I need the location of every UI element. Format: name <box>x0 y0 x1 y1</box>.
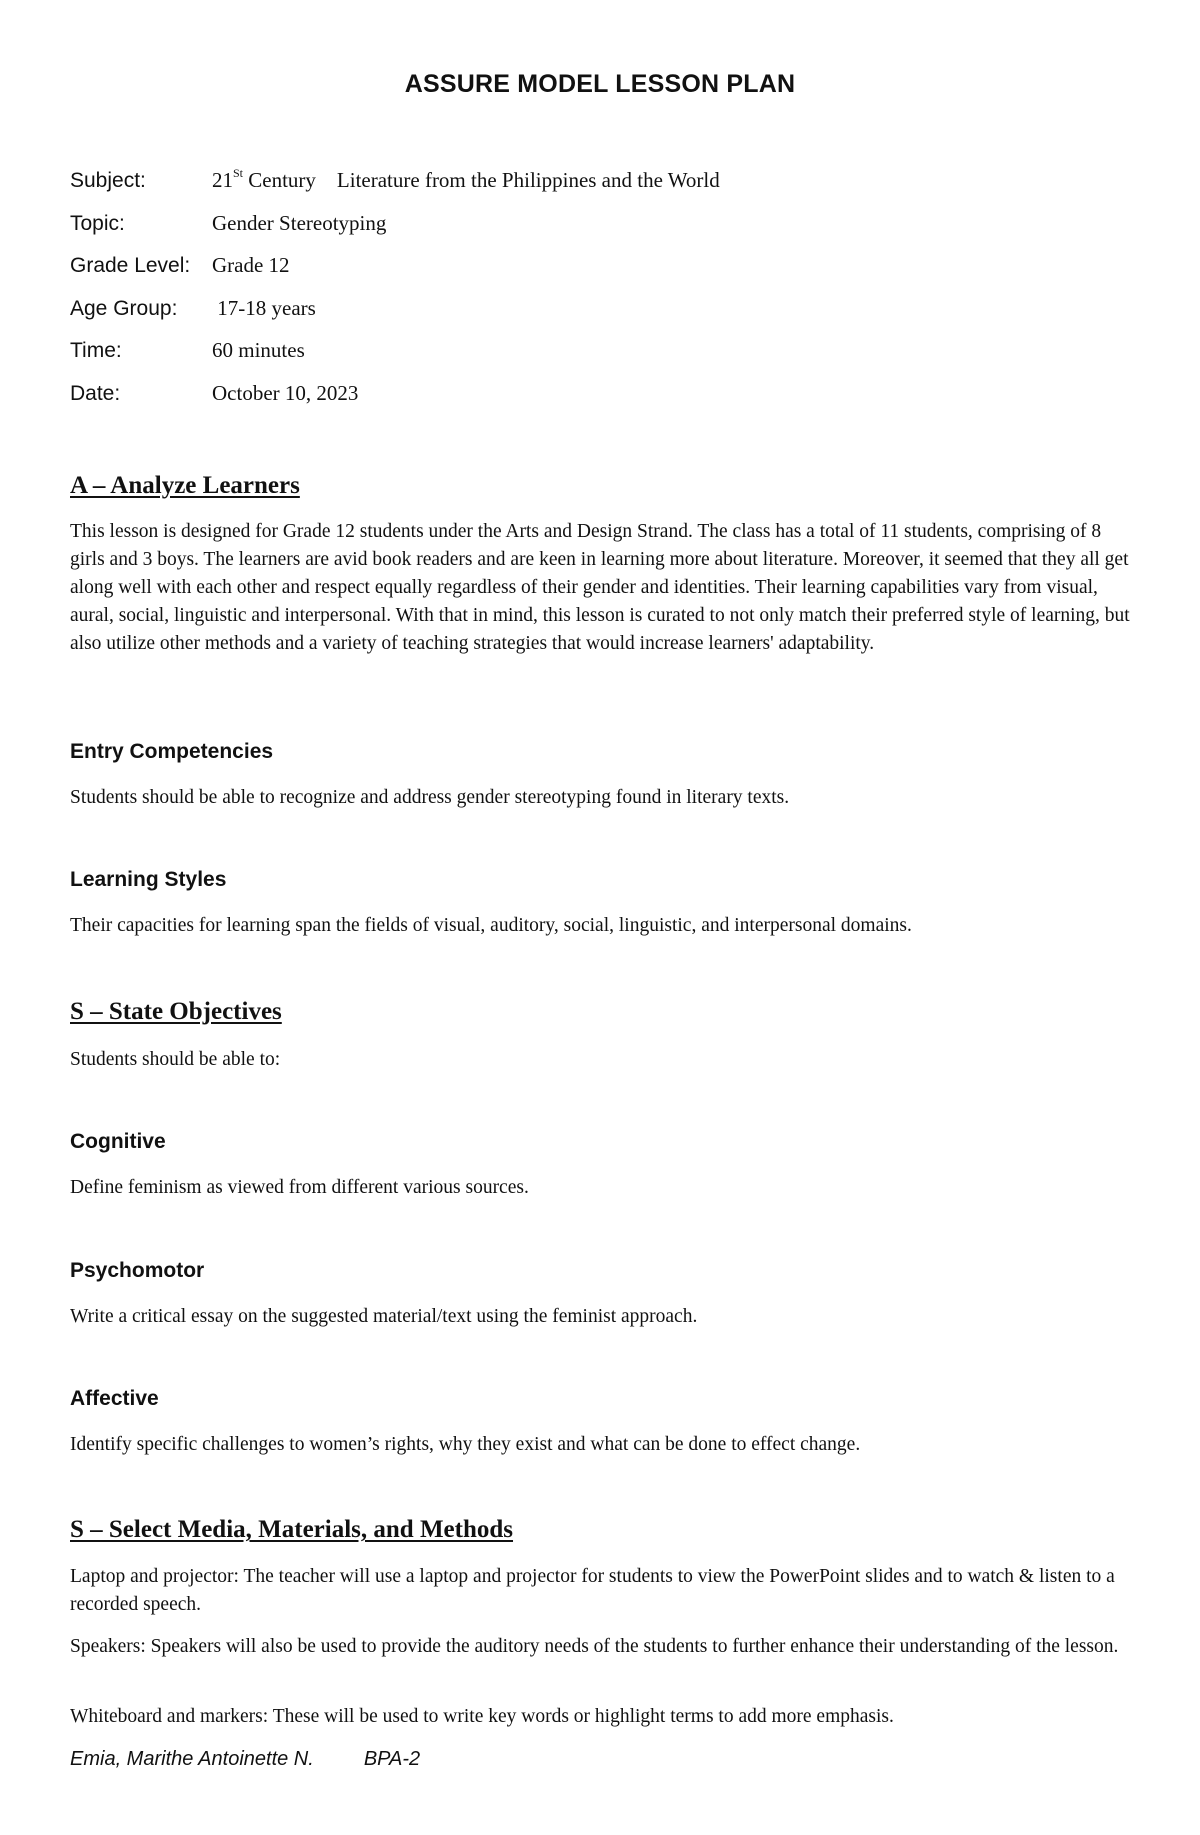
learning-styles-text: Their capacities for learning span the fields of visual, auditory, social, linguistic, and interpersonal domains. <box>70 915 912 936</box>
topic-row <box>70 211 720 254</box>
lesson-details <box>70 168 720 423</box>
state-objectives-heading: S – State Objectives <box>70 998 282 1025</box>
topic-label: Topic: <box>70 211 125 235</box>
analyze-learners-text: This lesson is designed for Grade 12 students under the Arts and Design Strand. The class has a total of 11 students, comprising of 8 girls and 3 boys. The learners are avid book readers and are keen in learning more about literature. Moreover, it seemed that they all get along well with each other and respect equally regardless of their gender and identities. Their learning capabilities vary from visual, aural, social, linguistic and interpersonal. With that in mind, this lesson is curated to not only match their preferred style of learning, but also utilize other methods and a variety of teaching strategies that would increase learners' adaptability. <box>70 521 1130 654</box>
affective-heading: Affective <box>70 1387 159 1410</box>
laptop-projector-text: Laptop and projector: The teacher will use a laptop and projector for students to view the PowerPoint slides and to watch & listen to a recorded speech. <box>70 1566 1115 1615</box>
footer-class-code: BPA-2 <box>363 1748 421 1770</box>
learning-styles-heading: Learning Styles <box>70 868 227 891</box>
footer-author: Emia, Marithe Antoinette N. <box>70 1748 314 1770</box>
time-row <box>70 338 720 381</box>
objectives-intro: Students should be able to: <box>70 1049 281 1070</box>
age-label: Age Group: <box>70 296 178 320</box>
subject-number: 21 <box>212 168 233 192</box>
document-title: ASSURE MODEL LESSON PLAN <box>404 70 796 98</box>
page-footer <box>70 1748 420 1771</box>
psychomotor-text: Write a critical essay on the suggested material/text using the feminist approach. <box>70 1306 698 1327</box>
entry-competencies-text: Students should be able to recognize and address gender stereotyping found in literary texts. <box>70 787 790 808</box>
time-label: Time: <box>70 339 122 362</box>
grade-label: Grade Level: <box>70 254 191 277</box>
cognitive-heading: Cognitive <box>70 1130 166 1153</box>
grade-row <box>70 253 720 296</box>
date-row <box>70 381 720 424</box>
subject-ordinal: St <box>233 166 244 180</box>
speakers-text: Speakers: Speakers will also be used to provide the auditory needs of the students to further enhance their understanding of the lesson. <box>70 1636 1119 1657</box>
date-label: Date: <box>70 381 121 405</box>
subject-label: Subject: <box>70 169 146 192</box>
subject-text: Century Literature from the Philippines and the World <box>243 168 720 192</box>
select-media-heading: S – Select Media, Materials, and Methods <box>70 1516 514 1543</box>
topic-value: Gender Stereotyping <box>212 210 387 235</box>
age-row <box>70 296 720 339</box>
subject-value <box>212 168 720 193</box>
analyze-learners-heading: A – Analyze Learners <box>70 472 300 499</box>
entry-competencies-heading: Entry Competencies <box>70 740 274 763</box>
affective-text: Identify specific challenges to women’s rights, why they exist and what can be done to effect change. <box>70 1434 861 1455</box>
subject-row <box>70 168 720 211</box>
age-value: 17-18 years <box>212 295 316 320</box>
cognitive-text: Define feminism as viewed from different various sources. <box>70 1177 529 1198</box>
whiteboard-text: Whiteboard and markers: These will be used to write key words or highlight terms to add more emphasis. <box>70 1706 894 1727</box>
psychomotor-heading: Psychomotor <box>70 1259 205 1282</box>
time-value: 60 minutes <box>212 338 305 362</box>
grade-value: Grade 12 <box>212 253 290 277</box>
date-value: October 10, 2023 <box>212 380 359 405</box>
